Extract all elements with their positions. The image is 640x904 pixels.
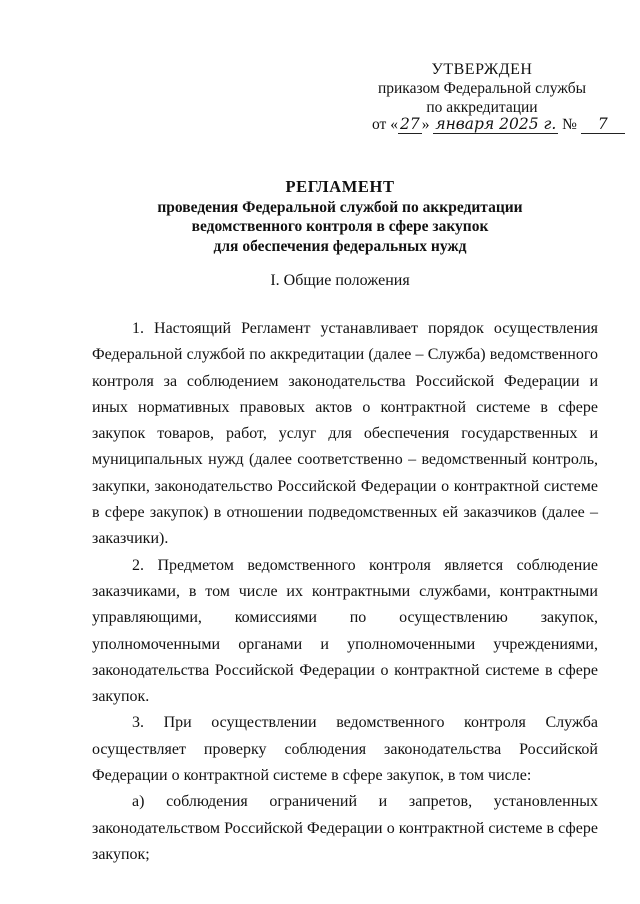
paragraph-3: 3. При осуществлении ведомственного контроля Служба осуществляет проверку соблюдения законодательства Российской Федерации о контрактной системе в сфере закупок, в том числе: [92, 714, 598, 785]
approval-block [352, 60, 612, 117]
date-prefix: от « [372, 116, 398, 133]
handwritten-day: 27 [399, 115, 420, 133]
document-subtitle-line-3: для обеспечения федеральных нужд [213, 237, 467, 255]
body-text [92, 316, 598, 868]
date-quote-close: » [421, 116, 430, 133]
document-subtitle-line-2: ведомственного контроля в сфере закупок [191, 218, 489, 235]
document-title-block [40, 177, 640, 256]
handwritten-order-number: 7 [581, 115, 625, 134]
paragraph-1: 1. Настоящий Регламент устанавливает порядок осуществления Федеральной службой по аккредитации (далее – Служба) ведомственного контроля за соблюдением законодательства Российской Федерации и иных нормативных правовых актов о контрактной системе в сфере закупок товаров, работ, услуг для обеспечения государственных и муниципальных нужд (далее соответственно – ведомственный контроль, закупки, законодательство Российской Федерации о контрактной системе в сфере закупок) в отношении подведомственных ей заказчиков (далее – заказчики). [92, 320, 598, 548]
document-subtitle-line-1: проведения Федеральной службой по аккредитации [157, 198, 523, 216]
number-label: № [562, 116, 577, 133]
approval-line-order: приказом Федеральной службы [377, 80, 587, 97]
section-heading: I. Общие положения [270, 272, 410, 289]
approval-stamp-title: УТВЕРЖДЕН [431, 61, 533, 78]
handwritten-month-year: января 2025 г. [435, 115, 557, 133]
approval-line-agency: по аккредитации [426, 99, 538, 116]
approval-date-line [372, 115, 625, 134]
paragraph-3a: а) соблюдения ограничений и запретов, установленных законодательством Российской Федерации о контрактной системе в сфере закупок; [92, 793, 598, 863]
paragraph-2: 2. Предметом ведомственного контроля является соблюдение заказчиками, в том числе их контрактными службами, контрактными управляющими, комиссиями по осуществлению закупок, уполномоченными органами и уполномоченными учреждениями, законодательства Российской Федерации о контрактной системе в сфере закупок. [92, 556, 598, 706]
document-title: РЕГЛАМЕНТ [285, 177, 395, 196]
